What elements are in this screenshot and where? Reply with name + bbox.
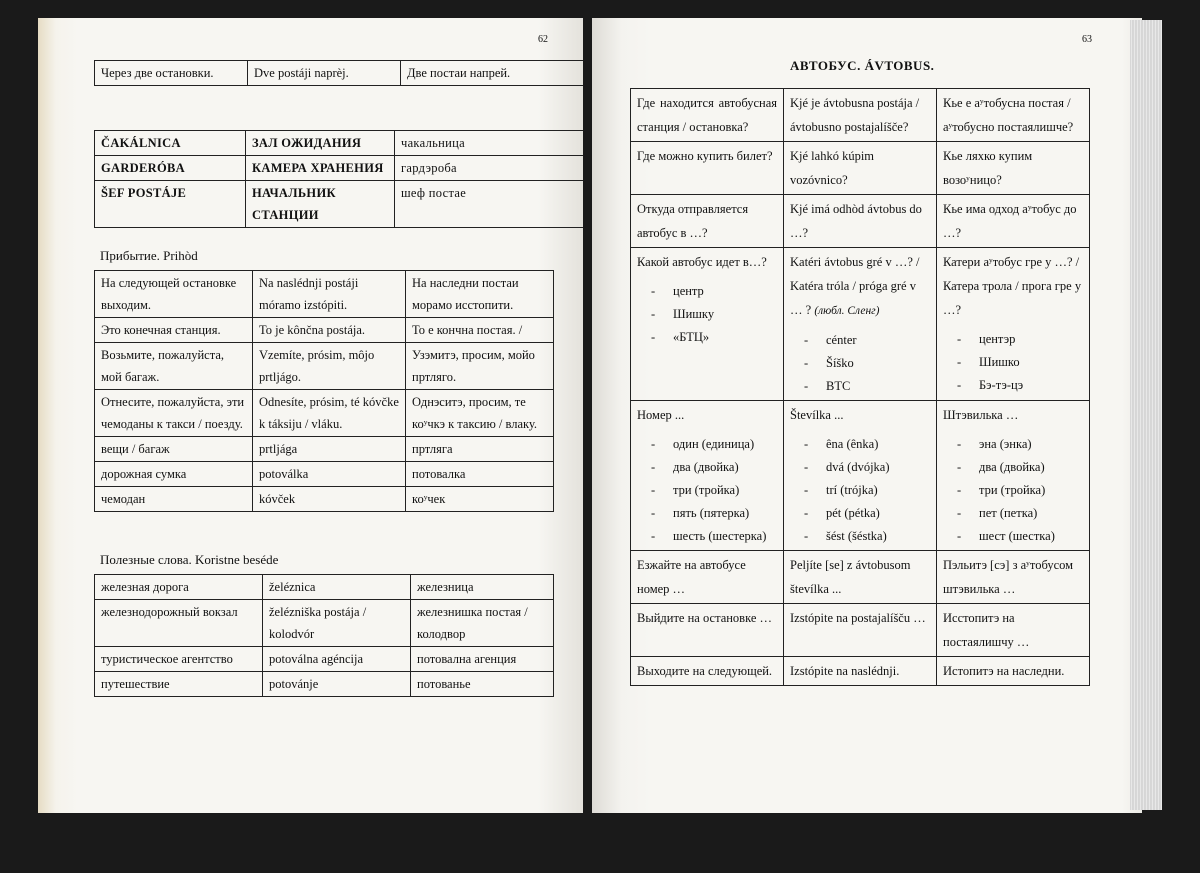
cell-ru: Отнесите, пожалуйста, эти чемоданы к такси / поезду.	[95, 390, 253, 437]
cell-ru: чемодан	[95, 487, 253, 512]
cell-tr: железнишка постая / колодвор	[411, 600, 554, 647]
cell-sl: Kjé je ávtobusna postája / ávtobusno postajalíšče?	[784, 89, 937, 142]
arrival-table	[94, 270, 554, 512]
cell-sl: Na naslédnji postáji móramo izstópiti.	[253, 271, 406, 318]
cell-tr	[937, 248, 1090, 401]
list-item: - один (единица)	[655, 433, 777, 456]
cell-sl: Dve postáji naprèj.	[248, 61, 401, 86]
cell-ru: Езжайте на автобусе номер …	[631, 551, 784, 604]
table-row	[95, 487, 554, 512]
list-item: - dvá (dvójka)	[808, 456, 930, 479]
table-row	[95, 672, 554, 697]
phrase-ru: Какой автобус идет в…?	[637, 255, 767, 269]
top-phrase-table	[94, 60, 583, 86]
cell-sl	[784, 401, 937, 551]
list-item: - центэр	[961, 328, 1083, 351]
cell-tr: потовалка	[406, 462, 554, 487]
number-list-sl	[790, 433, 930, 548]
sign-tr: шеф постае	[395, 181, 584, 228]
cell-sl: želéznica	[263, 575, 411, 600]
table-row	[631, 657, 1090, 686]
list-item: - пет (петка)	[961, 502, 1083, 525]
sign-tr: гардэроба	[395, 156, 584, 181]
cell-sl: kóvček	[253, 487, 406, 512]
cell-sl: Izstópite na postajalíšču …	[784, 604, 937, 657]
useful-words-heading: Полезные слова. Koristne beséde	[100, 552, 279, 567]
phrase-ru: Номер ...	[637, 408, 685, 422]
cell-tr: пртляга	[406, 437, 554, 462]
list-item: - центр	[655, 280, 777, 303]
cell-sl: Vzemíte, prósim, môjo prtljágo.	[253, 343, 406, 390]
table-row	[95, 61, 584, 86]
cell-ru: Выходите на следующей.	[631, 657, 784, 686]
slang-note: (любл. Сленг)	[814, 305, 880, 317]
destination-list-tr	[943, 328, 1083, 397]
cell-ru: Возьмите, пожалуйста, мой багаж.	[95, 343, 253, 390]
cell-tr: Кье има одход аʸтобус до …?	[937, 195, 1090, 248]
sign-sl: ŠEF POSTÁJE	[95, 181, 246, 228]
table-row	[95, 575, 554, 600]
cell-ru: железная дорога	[95, 575, 263, 600]
list-item: - шест (шестка)	[961, 525, 1083, 548]
cell-sl: potovánje	[263, 672, 411, 697]
cell-sl: želézniška postája / kolodvór	[263, 600, 411, 647]
list-item: - šést (šéstka)	[808, 525, 930, 548]
page-number-left: 62	[538, 34, 548, 45]
list-item: - три (тройка)	[961, 479, 1083, 502]
phrase-sl: Katéri ávtobus gré v …? / Katéra tróla / próga gré v … ?	[790, 255, 920, 317]
section-title: АВТОБУС. ÁVTOBUS.	[790, 58, 935, 73]
cell-sl: potoválka	[253, 462, 406, 487]
cell-sl: potoválna agéncija	[263, 647, 411, 672]
cell-sl: Izstópite na naslédnji.	[784, 657, 937, 686]
signs-table	[94, 130, 583, 228]
sign-ru: НАЧАЛЬНИК СТАНЦИИ	[246, 181, 395, 228]
list-item: - «БТЦ»	[655, 326, 777, 349]
useful-words-table	[94, 574, 554, 697]
table-row	[95, 318, 554, 343]
cell-ru: На следующей остановке выходим.	[95, 271, 253, 318]
cell-tr: коʸчек	[406, 487, 554, 512]
cell-ru: Это конечная станция.	[95, 318, 253, 343]
table-row	[631, 89, 1090, 142]
cell-ru: железнодорожный вокзал	[95, 600, 263, 647]
cell-sl: To je kônčna postája.	[253, 318, 406, 343]
cell-ru: Выйдите на остановке …	[631, 604, 784, 657]
cell-tr: Истопитэ на наследни.	[937, 657, 1090, 686]
list-item: - BTC	[808, 375, 930, 398]
right-page	[592, 18, 1142, 813]
phrase-tr: Катери аʸтобус гре у …? / Катера трола / прога гре у …?	[943, 255, 1082, 317]
cell-ru: Где можно купить билет?	[631, 142, 784, 195]
sign-tr: чакальница	[395, 131, 584, 156]
table-row	[95, 437, 554, 462]
table-row	[95, 462, 554, 487]
cell-tr: Две постаи напрей.	[401, 61, 584, 86]
table-row	[631, 551, 1090, 604]
list-item: - Шишко	[961, 351, 1083, 374]
cell-ru: Где находится автобусная станция / остановка?	[631, 89, 784, 142]
sign-sl: ČAKÁLNICA	[95, 131, 246, 156]
cell-tr: То е кончна постая. /	[406, 318, 554, 343]
destination-list-sl	[790, 329, 930, 398]
table-row	[95, 131, 584, 156]
list-item: - пять (пятерка)	[655, 502, 777, 525]
cell-tr: Однэситэ, просим, те коʸчкэ к таксию / влаку.	[406, 390, 554, 437]
table-row	[631, 195, 1090, 248]
cell-sl: Kjé lahkó kúpim vozóvnico?	[784, 142, 937, 195]
phrase-sl: Števílka ...	[790, 408, 844, 422]
cell-ru: дорожная сумка	[95, 462, 253, 487]
number-list-tr	[943, 433, 1083, 548]
sign-sl: GARDERÓBA	[95, 156, 246, 181]
list-item: - два (двойка)	[655, 456, 777, 479]
bus-phrase-table	[630, 88, 1090, 686]
cell-tr	[937, 401, 1090, 551]
table-row	[95, 647, 554, 672]
cell-sl: Odnesíte, prósim, té kóvčke k táksiju / vláku.	[253, 390, 406, 437]
cell-tr: железница	[411, 575, 554, 600]
left-page	[38, 18, 583, 813]
table-row	[95, 156, 584, 181]
list-item: - три (тройка)	[655, 479, 777, 502]
list-item: - trí (trójka)	[808, 479, 930, 502]
list-item: - шесть (шестерка)	[655, 525, 777, 548]
cell-tr: Исстопитэ на постаялишчу …	[937, 604, 1090, 657]
arrival-heading: Прибытие. Prihòd	[100, 248, 198, 263]
table-row	[631, 604, 1090, 657]
page-edges	[1130, 20, 1162, 810]
cell-ru	[631, 401, 784, 551]
sign-ru: ЗАЛ ОЖИДАНИЯ	[246, 131, 395, 156]
page-number-right: 63	[1082, 34, 1092, 45]
table-row	[95, 181, 584, 228]
table-row	[631, 401, 1090, 551]
cell-ru: путешествие	[95, 672, 263, 697]
cell-ru: Откуда отправляется автобус в …?	[631, 195, 784, 248]
cell-sl	[784, 248, 937, 401]
list-item: - эна (энка)	[961, 433, 1083, 456]
cell-sl: prtljága	[253, 437, 406, 462]
cell-tr: потованье	[411, 672, 554, 697]
list-item: - cénter	[808, 329, 930, 352]
list-item: - Бэ-тэ-цэ	[961, 374, 1083, 397]
number-list-ru	[637, 433, 777, 548]
list-item: - êna (ênka)	[808, 433, 930, 456]
cell-tr: Кье ляхко купим возоʸницо?	[937, 142, 1090, 195]
sign-ru: КАМЕРА ХРАНЕНИЯ	[246, 156, 395, 181]
table-row	[95, 600, 554, 647]
table-row	[95, 390, 554, 437]
cell-ru	[631, 248, 784, 401]
cell-sl: Peljíte [se] z ávtobusom števílka ...	[784, 551, 937, 604]
table-row	[95, 271, 554, 318]
table-row	[95, 343, 554, 390]
cell-tr: потовална агенция	[411, 647, 554, 672]
cell-tr: На наследни постаи морамо исстопити.	[406, 271, 554, 318]
cell-tr: Узэмитэ, просим, мойо пртляго.	[406, 343, 554, 390]
table-row	[631, 248, 1090, 401]
cell-sl: Kjé imá odhòd ávtobus do …?	[784, 195, 937, 248]
cell-ru: Через две остановки.	[95, 61, 248, 86]
list-item: - Шишку	[655, 303, 777, 326]
list-item: - Šíško	[808, 352, 930, 375]
list-item: - pét (pétka)	[808, 502, 930, 525]
list-item: - два (двойка)	[961, 456, 1083, 479]
cell-tr: Пэльитэ [сэ] з аʸтобусом штэвилька …	[937, 551, 1090, 604]
destination-list-ru	[637, 280, 777, 349]
table-row	[631, 142, 1090, 195]
phrase-tr: Штэвилька …	[943, 408, 1019, 422]
cell-tr: Кье е аʸтобусна постая / аʸтобусно постаялишче?	[937, 89, 1090, 142]
cell-ru: туристическое агентство	[95, 647, 263, 672]
cell-ru: вещи / багаж	[95, 437, 253, 462]
